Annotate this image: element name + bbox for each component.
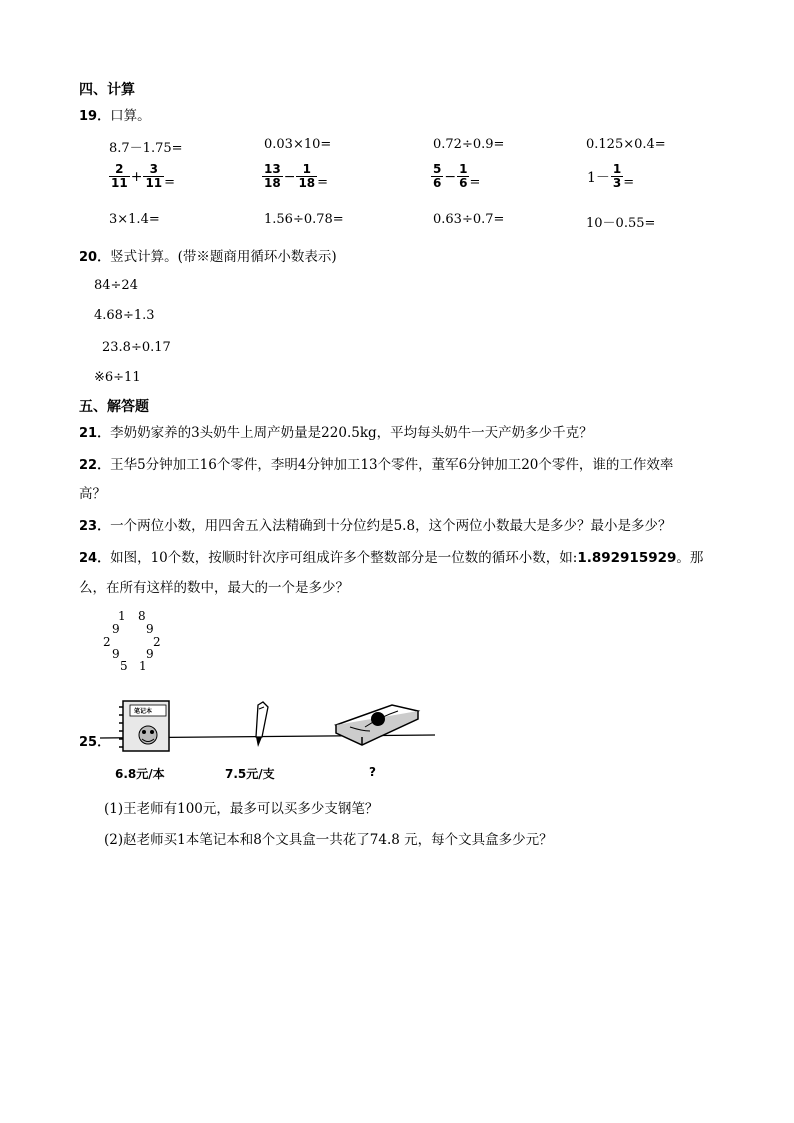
question-24 xyxy=(79,546,703,566)
numerator: 1 xyxy=(302,162,311,176)
division-item: 84÷24 xyxy=(94,278,138,293)
denominator: 11 xyxy=(145,176,163,190)
fraction xyxy=(109,163,130,190)
section-4-title: 四、计算 xyxy=(79,82,135,98)
question-number: 24． xyxy=(79,551,111,566)
division-item: 23.8÷0.17 xyxy=(102,340,171,355)
numerator: 1 xyxy=(459,162,468,176)
notebook-price: 6.8元/本 xyxy=(115,767,165,781)
question-number: 21． xyxy=(79,426,111,441)
question-text: 王华5分钟加工16个零件，李明4分钟加工13个零件，董军6分钟加工20个零件，谁的工作效率 xyxy=(110,457,674,473)
calc-item: 0.63÷0.7= xyxy=(433,212,505,227)
calc-item: 3×1.4= xyxy=(109,212,160,227)
leading-term: 1－ xyxy=(587,169,610,186)
pencil-case-price: ? xyxy=(369,765,376,779)
fraction xyxy=(611,163,623,190)
numerator: 1 xyxy=(612,162,622,176)
question-number: 20． xyxy=(79,250,111,265)
fraction-expression xyxy=(586,163,634,190)
denominator: 6 xyxy=(459,176,468,190)
equals: = xyxy=(164,175,176,190)
example-number: 1.892915929 xyxy=(577,550,677,566)
calc-item: 0.03×10= xyxy=(264,137,332,152)
calc-item: 8.7－1.75= xyxy=(109,141,183,156)
numerator: 5 xyxy=(433,162,442,176)
calc-item: 0.72÷0.9= xyxy=(433,137,505,152)
calc-item: 10－0.55= xyxy=(586,216,656,231)
denominator: 18 xyxy=(264,176,281,190)
denominator: 3 xyxy=(612,176,622,190)
notebook-cover-label: 笔记本 xyxy=(134,708,153,715)
question-21 xyxy=(79,421,593,441)
fraction xyxy=(457,163,469,190)
ring-digit: 1 xyxy=(139,659,147,673)
ring-digit: 1 xyxy=(118,609,126,623)
question-number: 19． xyxy=(79,109,111,124)
equals: = xyxy=(623,175,635,190)
calc-item: 0.125×0.4= xyxy=(586,137,666,152)
denominator: 6 xyxy=(433,176,442,190)
question-23 xyxy=(79,514,672,534)
denominator: 18 xyxy=(298,176,316,190)
question-text: 竖式计算。(带※题商用循环小数表示) xyxy=(110,249,337,265)
ring-digit: 8 xyxy=(138,609,146,623)
question-24-continued: 么，在所有这样的数中，最大的一个是多少？ xyxy=(79,580,349,596)
ring-digit: 5 xyxy=(120,659,128,673)
question-number: 22． xyxy=(79,458,111,473)
operator: + xyxy=(130,168,143,185)
ring-digit: 9 xyxy=(146,622,154,636)
question-25-part-1: (1)王老师有100元，最多可以买多少支钢笔？ xyxy=(104,801,379,817)
question-19 xyxy=(79,104,151,124)
question-22-continued: 高？ xyxy=(79,486,106,502)
fraction xyxy=(143,163,164,190)
pencil-case-icon xyxy=(336,705,418,745)
numerator: 2 xyxy=(115,162,124,176)
ring-digit: 9 xyxy=(146,647,154,661)
calc-item: 1.56÷0.78= xyxy=(264,212,344,227)
ring-digit: 9 xyxy=(112,622,120,636)
operator: − xyxy=(283,168,296,185)
fraction xyxy=(262,163,283,190)
ring-digit: 9 xyxy=(112,647,120,661)
fraction-expression xyxy=(262,163,328,190)
ring-digit: 2 xyxy=(103,635,111,649)
numerator: 3 xyxy=(149,162,158,176)
question-text: 一个两位小数，用四舍五入法精确到十分位约是5.8，这个两位小数最大是多少？最小是多少？ xyxy=(110,518,672,534)
section-5-title: 五、解答题 xyxy=(79,399,149,415)
fraction xyxy=(431,163,443,190)
fraction-expression xyxy=(109,163,175,190)
fraction-expression xyxy=(431,163,480,190)
question-text: 李奶奶家养的3头奶牛上周产奶量是220.5kg，平均每头奶牛一天产奶多少千克？ xyxy=(110,425,593,441)
numerator: 13 xyxy=(264,162,281,176)
question-25-part-2: (2)赵老师买1本笔记本和8个文具盒一共花了74.8 元，每个文具盒多少元？ xyxy=(104,832,553,848)
denominator: 11 xyxy=(111,176,128,190)
ring-digit: 2 xyxy=(153,635,161,649)
question-text-tail: 。那 xyxy=(676,550,704,566)
question-number: 23． xyxy=(79,519,111,534)
equals: = xyxy=(469,175,481,190)
question-text: 如图，10个数，按顺时针次序可组成许多个整数部分是一位数的循环小数，如: xyxy=(110,550,578,566)
equals: = xyxy=(317,175,329,190)
question-20 xyxy=(79,245,337,265)
division-item: 4.68÷1.3 xyxy=(94,308,155,323)
question-22 xyxy=(79,453,673,473)
question-number: 25． xyxy=(79,735,111,750)
fraction xyxy=(296,163,317,190)
pen-price: 7.5元/支 xyxy=(225,767,275,781)
operator: − xyxy=(444,168,457,185)
pen-icon xyxy=(256,702,268,747)
division-item: ※6÷11 xyxy=(94,370,141,385)
question-text: 口算。 xyxy=(110,108,151,124)
